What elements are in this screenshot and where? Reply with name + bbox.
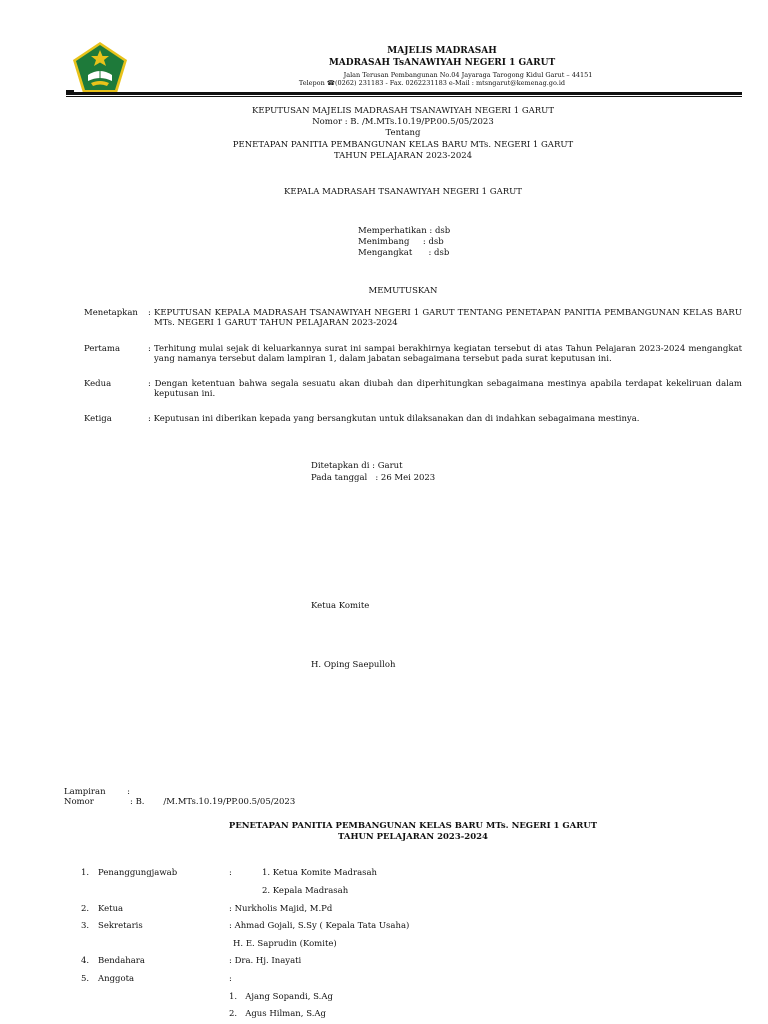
decree-number: Nomor : B. /M.MTs.10.19/PP.00.5/05/2023 xyxy=(312,117,494,127)
member-item: 1. Ajang Sopandi, S.Ag xyxy=(229,992,333,1002)
member-item: 2. Agus Hilman, S.Ag xyxy=(229,1009,326,1019)
decree-tentang: Tentang xyxy=(385,128,421,138)
decision-menetapkan xyxy=(148,308,742,328)
decision-ketiga xyxy=(148,414,742,424)
decision-label-ketiga: Ketiga xyxy=(84,414,112,424)
signature-position: Ketua Komite xyxy=(311,601,370,611)
consideration-memperhatikan: Memperhatikan : dsb xyxy=(358,226,451,236)
decision-text: : KEPUTUSAN KEPALA MADRASAH TSANAWIYAH NEGERI 1 GARUT TENTANG PENETAPAN PANITIA PEMBANGUNAN KELAS BARU MTs. NEGERI 1 GARUT TAHUN PELAJARAN 2023-2024 xyxy=(148,308,742,328)
consideration-menimbang: Menimbang : dsb xyxy=(358,237,444,247)
list-item-sub: 1. Ketua Komite Madrasah xyxy=(262,868,378,878)
school-contact: Telepon ☎(0262) 231183 - Fax. 0262231183 e-Mail : mtsngarut@kemenag.go.id xyxy=(298,79,566,87)
decision-label-kedua: Kedua xyxy=(84,379,112,389)
signature-name: H. Oping Saepulloh xyxy=(311,660,396,670)
attachment-nomor-value: : B. /M.MTs.10.19/PP.00.5/05/2023 xyxy=(130,797,296,807)
consideration-mengangkat: Mengangkat : dsb xyxy=(358,248,450,258)
decision-text: : Terhitung mulai sejak di keluarkannya surat ini sampai berakhirnya kegiatan tersebut di atas Tahun Pelajaran 2023-2024 mengangkat yang namanya tersebut dalam lampiran 1, dalam jabatan sebagaimana tersebut pada surat keputusan ini. xyxy=(148,344,742,364)
list-item-number: 5. xyxy=(81,974,90,984)
signature-place: Ditetapkan di : Garut xyxy=(311,461,403,471)
attachment-year: TAHUN PELAJARAN 2023-2024 xyxy=(338,832,488,842)
kemenag-logo xyxy=(71,41,129,95)
list-item-number: 2. xyxy=(81,904,90,914)
list-item-value: : xyxy=(229,974,232,984)
decree-title: KEPUTUSAN MAJELIS MADRASAH TSANAWIYAH NEGERI 1 GARUT xyxy=(251,106,554,116)
list-item-label: Penanggungjawab xyxy=(98,868,178,878)
list-item-value: : Nurkholis Majid, M.Pd xyxy=(229,904,333,914)
list-item-number: 4. xyxy=(81,956,90,966)
decision-kedua xyxy=(148,379,742,399)
decree-subject: PENETAPAN PANITIA PEMBANGUNAN KELAS BARU MTs. NEGERI 1 GARUT xyxy=(232,140,574,150)
memutuskan-heading: MEMUTUSKAN xyxy=(368,286,438,296)
head-of-school-heading: KEPALA MADRASAH TSANAWIYAH NEGERI 1 GARUT xyxy=(284,187,522,197)
decree-year: TAHUN PELAJARAN 2023-2024 xyxy=(333,151,473,161)
list-item-label: Ketua xyxy=(98,904,124,914)
decision-text: : Keputusan ini diberikan kepada yang bersangkutan untuk dilaksanakan dan di indahkan sebagaimana mestinya. xyxy=(148,414,640,424)
signature-date: Pada tanggal : 26 Mei 2023 xyxy=(311,473,436,483)
list-item-label: Anggota xyxy=(98,974,135,984)
list-item-value: : Ahmad Gojali, S.Sy ( Kepala Tata Usaha) xyxy=(229,921,410,931)
list-item-value: H. E. Saprudin (Komite) xyxy=(233,939,337,949)
school-address: Jalan Terusan Pembangunan No.04 Jayaraga Tarogong Kidul Garut – 44151 xyxy=(343,71,593,79)
attachment-title: PENETAPAN PANITIA PEMBANGUNAN KELAS BARU MTs. NEGERI 1 GARUT xyxy=(228,821,598,831)
list-item-number: 1. xyxy=(81,868,90,878)
decision-label-menetapkan: Menetapkan xyxy=(84,308,138,318)
list-item-value: : Dra. Hj. Inayati xyxy=(229,956,302,966)
header-rule-thick xyxy=(66,92,742,95)
list-item-label: Sekretaris xyxy=(98,921,143,931)
list-item-label: Bendahara xyxy=(98,956,145,966)
decision-pertama xyxy=(148,344,742,364)
attachment-nomor-label: Nomor xyxy=(64,797,94,807)
decision-text: : Dengan ketentuan bahwa segala sesuatu akan diubah dan diperhitungkan sebagaimana mestinya apabila terdapat kekeliruan dalam keputusan ini. xyxy=(148,379,742,399)
org-title: MAJELIS MADRASAH xyxy=(387,46,497,56)
list-item-number: 3. xyxy=(81,921,90,931)
school-name: MADRASAH TsANAWIYAH NEGERI 1 GARUT xyxy=(328,58,556,68)
header-rule-thin xyxy=(66,96,742,97)
attachment-lampiran: Lampiran : xyxy=(64,787,131,797)
list-item-colon: : xyxy=(229,868,232,878)
list-item-sub: 2. Kepala Madrasah xyxy=(262,886,349,896)
decision-label-pertama: Pertama xyxy=(84,344,121,354)
